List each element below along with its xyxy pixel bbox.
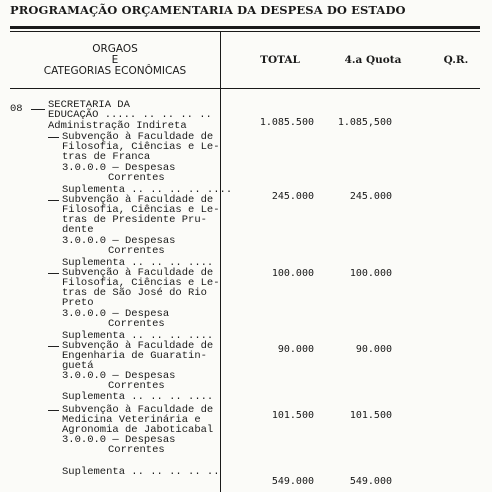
line-item: tras de Presidente Pru- [62, 214, 207, 226]
header-qr: Q.R. [443, 54, 469, 66]
line-item: Suplementa .. .. .. .... [62, 257, 214, 269]
header-orgaos-line1: ORGAOS [92, 43, 138, 55]
line-item: Suplementa .. .. .. .... [62, 330, 214, 342]
amount-total: 1.085.500 [259, 117, 314, 128]
line-item: Subvenção à Faculdade de [62, 267, 214, 279]
line-item: Correntes [108, 245, 165, 257]
amount-quota: 245.000 [349, 191, 392, 202]
amount-quota: 100.000 [349, 268, 392, 279]
line-item: 3.0.0.0 — Despesa [62, 308, 170, 320]
amount-total: 549.000 [271, 476, 314, 487]
line-item: EDUCAÇÃO ..... .. .. .. .. [48, 109, 212, 121]
line-item: Agronomia de Jaboticabal [62, 424, 214, 436]
amount-quota: 549.000 [349, 476, 392, 487]
line-item: tras de São José do Rio [62, 287, 207, 299]
header-total: TOTAL [260, 54, 300, 66]
amount-total: 245.000 [271, 191, 314, 202]
header-orgaos [20, 44, 210, 77]
line-item: Subvenção à Faculdade de [62, 131, 214, 143]
item-dash [48, 273, 59, 274]
line-item: 3.0.0.0 — Despesas [62, 370, 176, 382]
header-quota: 4.a Quota [344, 54, 402, 66]
line-item: Correntes [108, 380, 165, 392]
line-item: Medicina Veterinária e [62, 414, 201, 426]
line-item: Engenharia de Guaratin- [62, 350, 207, 362]
line-item: Subvenção à Faculdade de [62, 194, 214, 206]
line-item: Correntes [108, 444, 165, 456]
page-title: PROGRAMAÇÃO ORÇAMENTARIA DA DESPESA DO ESTADO [10, 3, 406, 17]
item-dash [48, 410, 59, 411]
amount-total: 100.000 [271, 268, 314, 279]
org-code: 08 [10, 103, 23, 115]
top-rule-thin [10, 31, 480, 32]
amount-quota: 90.000 [355, 344, 392, 355]
line-item: Preto [62, 297, 94, 309]
amount-quota: 1.085,500 [337, 117, 392, 128]
line-item: Administração Indireta [48, 120, 187, 132]
item-dash [48, 200, 59, 201]
amount-total: 101.500 [271, 410, 314, 421]
line-item: Suplementa .. .. .. .. .... [62, 184, 233, 196]
line-item: SECRETARIA DA [48, 99, 130, 111]
line-item: tras de Franca [62, 151, 151, 163]
line-item: 3.0.0.0 — Despesas [62, 162, 176, 174]
line-item: Correntes [108, 172, 165, 184]
line-item: 3.0.0.0 — Despesas [62, 235, 176, 247]
header-bottom-rule [10, 88, 480, 89]
item-dash [48, 346, 59, 347]
line-item: Suplementa .. .. .. .. .. [62, 466, 220, 478]
top-rule [10, 26, 480, 29]
line-item: guetá [62, 360, 94, 372]
line-item: dente [62, 224, 94, 236]
header-orgaos-line2: E [111, 54, 119, 66]
line-item: Filosofia, Ciências e Le- [62, 204, 220, 216]
line-item: Subvenção à Faculdade de [62, 340, 214, 352]
line-item: Filosofia, Ciências e Le- [62, 141, 220, 153]
amount-quota: 101.500 [349, 410, 392, 421]
line-item: 3.0.0.0 — Despesas [62, 434, 176, 446]
line-item: Subvenção à Faculdade de [62, 404, 214, 416]
line-item: Correntes [108, 318, 165, 330]
column-divider [220, 31, 221, 492]
amount-total: 90.000 [277, 344, 314, 355]
org-dash [31, 109, 45, 110]
line-item: Filosofia, Ciências e Le- [62, 277, 220, 289]
item-dash [48, 137, 59, 138]
line-item: Suplementa .. .. .. .... [62, 391, 214, 403]
header-orgaos-line3: CATEGORIAS ECONÔMICAS [43, 65, 187, 77]
